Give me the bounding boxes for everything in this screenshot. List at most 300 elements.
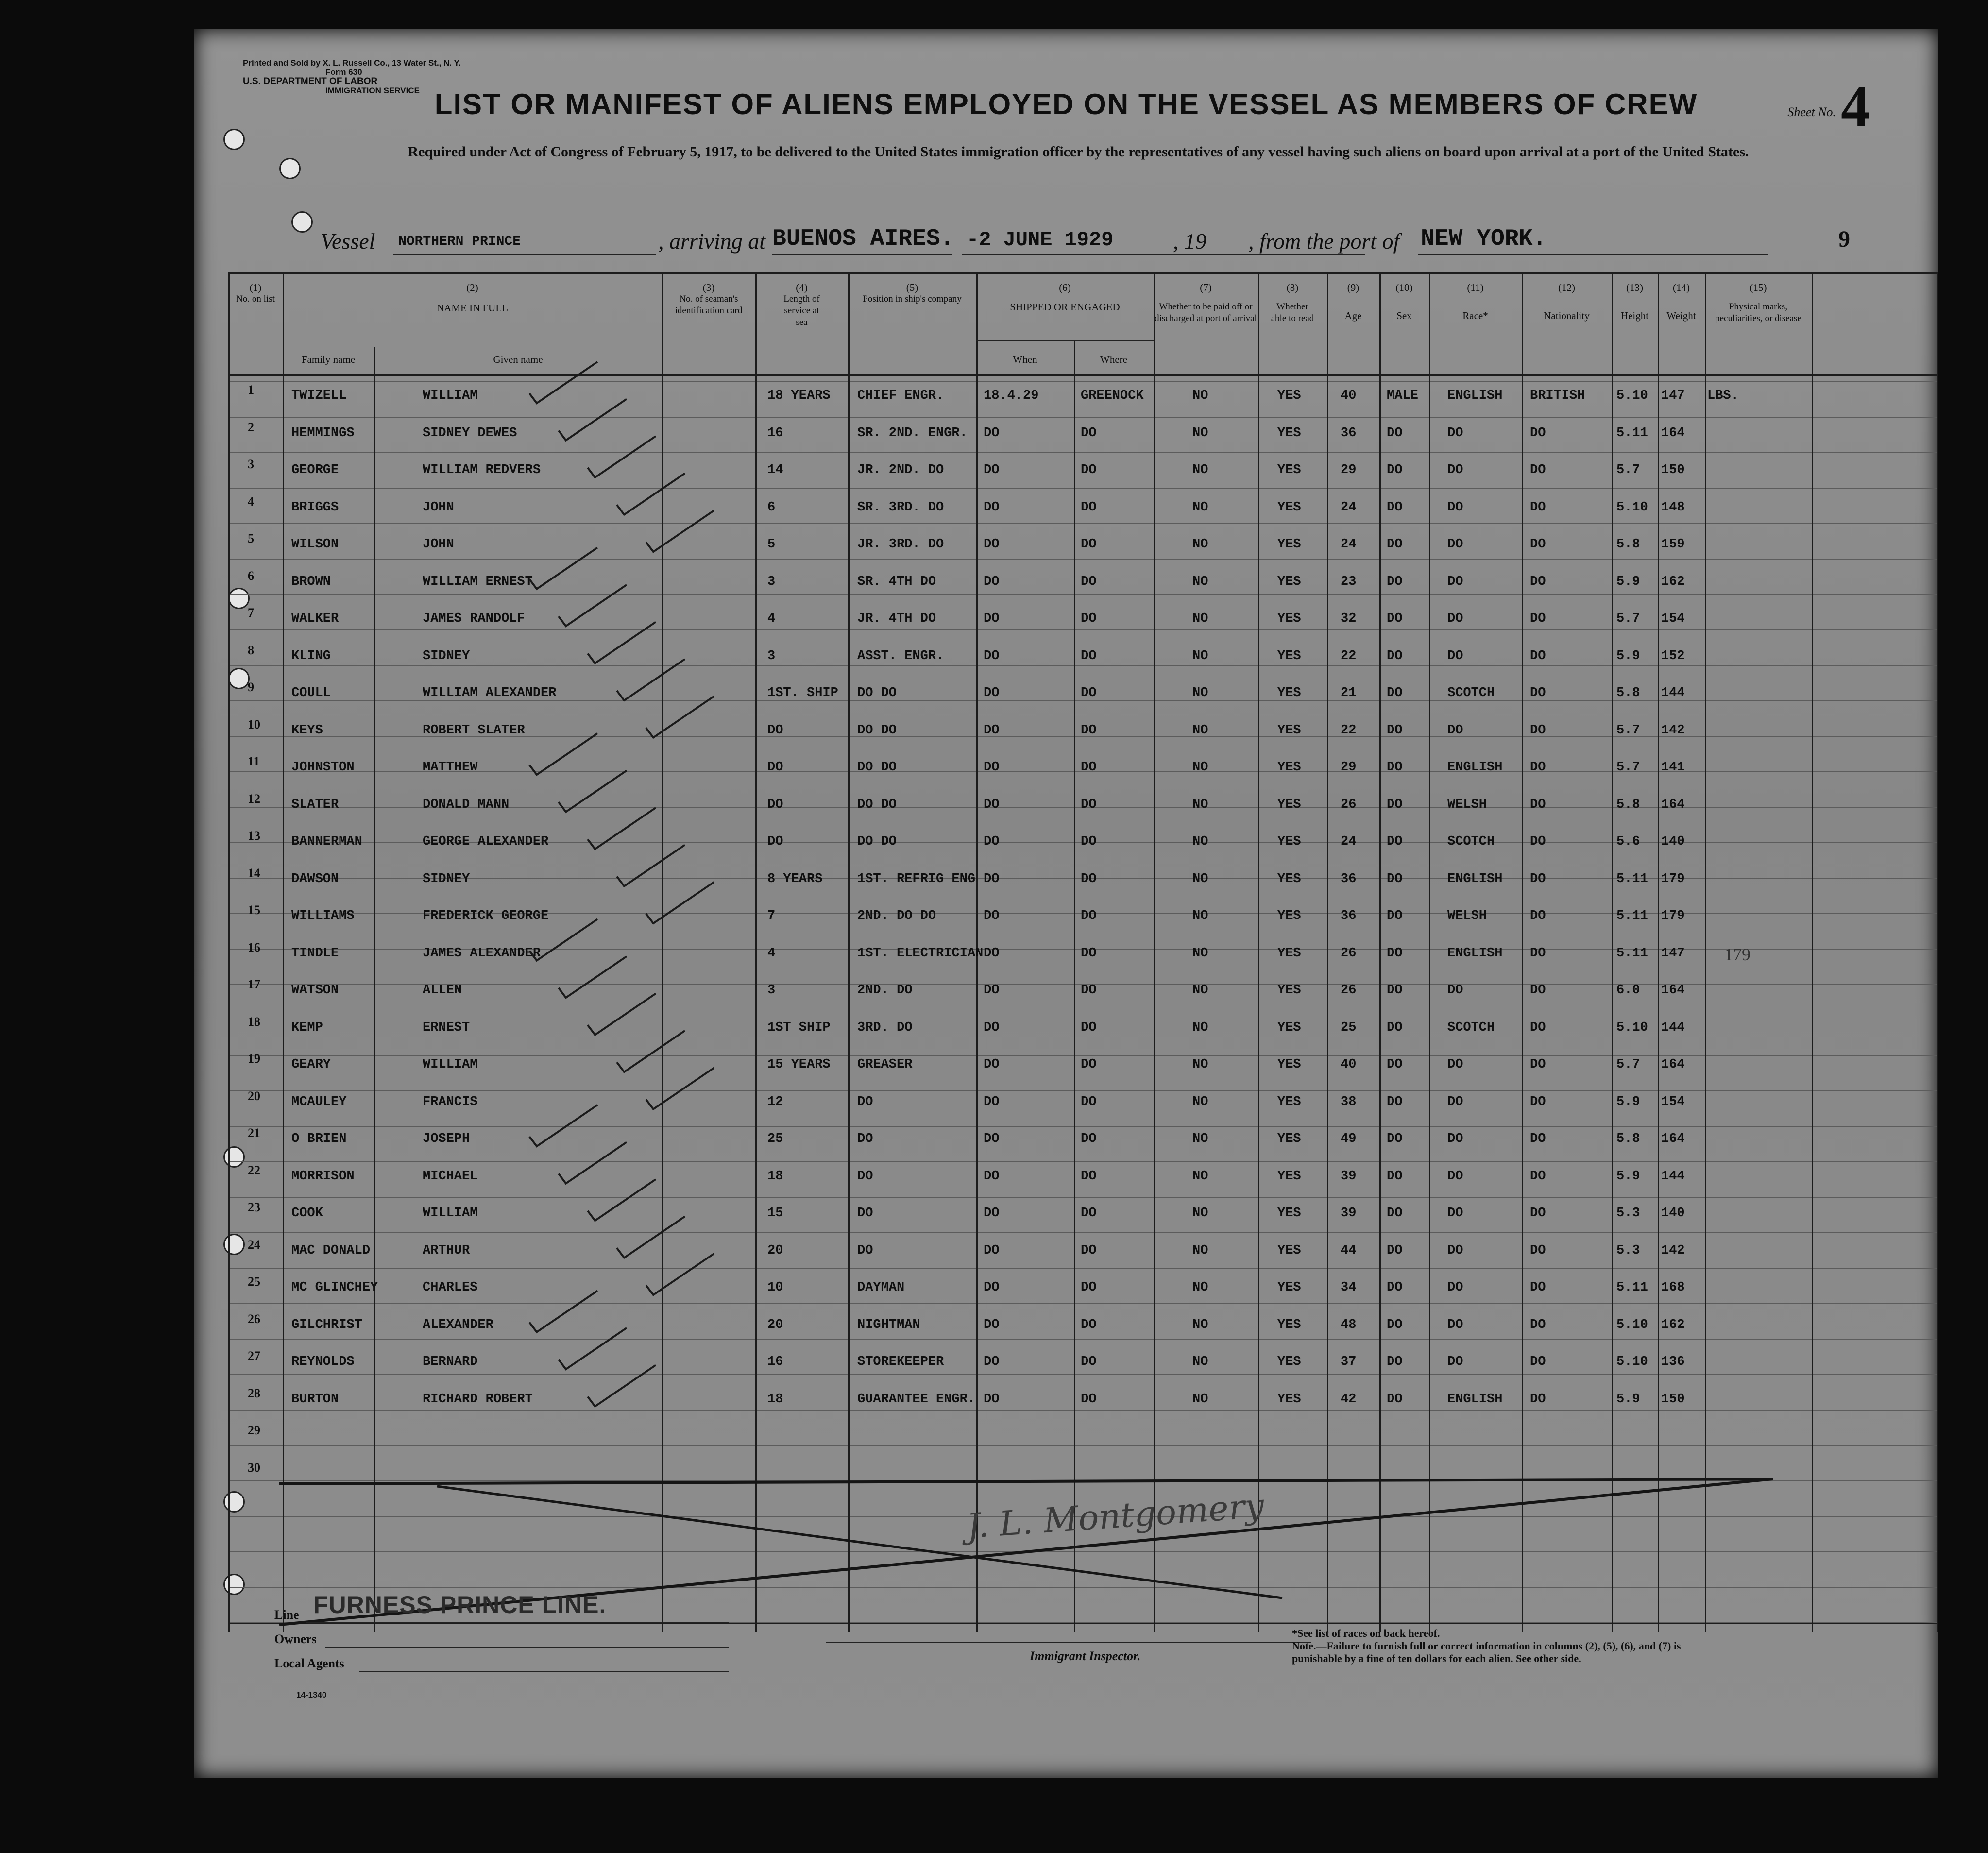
row-number-cell: 3 [248,457,254,471]
col8-header: (8) Whether able to read [1271,282,1314,323]
race-cell: SCOTCH [1447,1020,1495,1035]
check-mark [588,622,656,663]
cancel-line [279,1479,1773,1484]
check-mark [559,771,627,812]
paid-off-cell: NO [1192,760,1208,775]
nationality-cell: DO [1530,1317,1546,1332]
position-cell: JR. 4TH DO [857,612,936,626]
paid-off-cell: NO [1192,797,1208,812]
shipped-where-cell: DO [1081,648,1097,663]
inspector-label: Immigrant Inspector. [1030,1649,1141,1663]
weight-cell: 164 [1661,797,1685,812]
given-name-cell: DONALD MANN [423,797,510,812]
check-mark [559,399,627,441]
given-name-cell: WILLIAM [423,389,478,403]
given-name-cell: ALLEN [423,983,462,998]
row-number-cell: 7 [248,606,254,620]
able-to-read-cell: YES [1277,871,1301,886]
shipped-when-cell: DO [984,537,1000,552]
family-name-cell: MC GLINCHEY [291,1280,378,1295]
printer-line: Printed and Sold by X. L. Russell Co., 13 Water St., N. Y. [243,58,461,68]
paid-off-cell: NO [1192,612,1208,626]
race-cell: WELSH [1447,909,1487,923]
family-name-cell: DAWSON [291,871,339,886]
check-mark [588,1365,656,1407]
given-name-cell: ARTHUR [423,1243,470,1258]
race-cell: SCOTCH [1447,834,1495,849]
col2-header: (2) NAME IN FULL [437,282,508,314]
able-to-read-cell: YES [1277,1020,1301,1035]
service-length-cell: DO [767,723,783,738]
weight-cell: 144 [1661,1169,1685,1184]
position-cell: DO DO [857,834,897,849]
sex-cell: DO [1387,723,1403,738]
able-to-read-cell: YES [1277,1057,1301,1072]
page-mark: 9 [1838,226,1850,252]
able-to-read-cell: YES [1277,909,1301,923]
weight-cell: 141 [1661,760,1685,775]
sheet-number-value: 4 [1841,74,1870,138]
inspector-signature: J. L. Montgomery [965,1485,1266,1547]
given-name-cell: JOSEPH [423,1132,470,1146]
race-cell: DO [1447,463,1463,477]
owners-underline [325,1647,729,1648]
footer-notes [1292,1627,1729,1665]
shipped-where-cell: DO [1081,760,1097,775]
service-length-cell: 20 [767,1317,783,1332]
position-cell: NIGHTMAN [857,1317,920,1332]
row-number-cell: 15 [248,903,260,917]
height-cell: 5.9 [1616,1392,1640,1407]
able-to-read-cell: YES [1277,574,1301,589]
able-to-read-cell: YES [1277,463,1301,477]
given-name-cell: SIDNEY [423,648,470,663]
check-mark [529,548,597,589]
shipped-when-cell: 18.4.29 [984,389,1039,403]
position-cell: 2ND. DO [857,983,913,998]
race-cell: DO [1447,425,1463,441]
position-cell: DO DO [857,760,897,775]
given-name-cell: FREDERICK GEORGE [423,909,549,923]
race-note: *See list of races on back hereof. [1292,1627,1440,1639]
weight-cell: 164 [1661,1132,1685,1146]
family-name-cell: SLATER [291,797,339,812]
able-to-read-cell: YES [1277,425,1301,441]
position-cell: 1ST. ELECTRICIAN [857,946,984,961]
sex-cell: DO [1387,1020,1403,1035]
pencil-weight-note: 179 [1724,945,1750,964]
weight-cell: 144 [1661,1020,1685,1035]
given-name-cell: RICHARD ROBERT [423,1392,533,1407]
shipped-where-cell: DO [1081,686,1097,700]
race-cell: ENGLISH [1447,389,1503,403]
height-cell: 5.9 [1616,1169,1640,1184]
row-number-cell: 12 [248,791,260,806]
row-number-cell: 27 [248,1349,260,1363]
sex-cell: DO [1387,760,1403,775]
paid-off-cell: NO [1192,723,1208,738]
line-stamp: FURNESS PRINCE LINE. [313,1591,607,1618]
position-cell: JR. 3RD. DO [857,537,944,552]
age-cell: 25 [1341,1020,1357,1035]
weight-cell: 147 [1661,946,1685,961]
nationality-cell: DO [1530,1020,1546,1035]
shipped-when-cell: DO [984,1355,1000,1369]
race-cell: DO [1447,500,1463,515]
position-cell: DO [857,1206,873,1221]
given-name-cell: WILLIAM ERNEST [423,574,533,589]
height-cell: 5.8 [1616,797,1640,812]
height-cell: 5.7 [1616,723,1640,738]
agents-label: Local Agents [274,1656,344,1670]
from-underline [1418,254,1768,255]
sex-cell: DO [1387,1132,1403,1146]
nationality-cell: DO [1530,1094,1546,1109]
height-cell: 5.9 [1616,1094,1640,1109]
nationality-cell: DO [1530,1169,1546,1184]
able-to-read-cell: YES [1277,648,1301,663]
row-number-cell: 19 [248,1052,260,1066]
age-cell: 26 [1341,983,1357,998]
given-name-cell: CHARLES [423,1280,478,1295]
weight-cell: 144 [1661,686,1685,700]
position-cell: CHIEF ENGR. [857,389,944,403]
position-cell: 2ND. DO DO [857,909,936,923]
service-length-cell: 1ST. SHIP [767,686,838,700]
nationality-cell: DO [1530,537,1546,552]
family-name-cell: WILSON [291,537,339,552]
check-mark [588,808,656,849]
able-to-read-cell: YES [1277,500,1301,515]
paid-off-cell: NO [1192,1317,1208,1332]
nationality-cell: DO [1530,1243,1546,1258]
family-name-cell: BROWN [291,574,331,589]
shipped-where-cell: DO [1081,1317,1097,1332]
line-underline [306,1622,729,1623]
age-cell: 49 [1341,1132,1357,1146]
height-cell: 5.10 [1616,500,1648,515]
race-cell: DO [1447,537,1463,552]
weight-cell: 179 [1661,871,1685,886]
able-to-read-cell: YES [1277,389,1301,403]
family-name-cell: BANNERMAN [291,834,362,849]
family-name-cell: WALKER [291,612,339,626]
fine-note: Note.—Failure to furnish full or correct information in columns (2), (5), (6), and (7) is punishable by a fine of ten dollars for each alien. See other side. [1292,1640,1681,1665]
punch-hole [291,211,313,233]
sex-cell: DO [1387,612,1403,626]
row-number-cell: 13 [248,829,260,843]
nationality-cell: DO [1530,909,1546,923]
paid-off-cell: NO [1192,1243,1208,1258]
check-mark [646,1068,714,1109]
row-number-cell: 17 [248,977,260,991]
service-length-cell: 15 [767,1206,783,1221]
shipped-when-cell: DO [984,574,1000,589]
weight-cell: 154 [1661,612,1685,626]
from-port: NEW YORK. [1421,226,1547,252]
service-length-cell: 7 [767,909,776,923]
position-cell: DO DO [857,686,897,700]
row-number-cell: 11 [248,754,260,768]
handwritten-marks [228,272,1938,1632]
form-code: 14-1340 [296,1690,327,1700]
paid-off-cell: NO [1192,909,1208,923]
paid-off-cell: NO [1192,574,1208,589]
nationality-cell: DO [1530,797,1546,812]
height-cell: 5.3 [1616,1206,1640,1221]
paid-off-cell: NO [1192,500,1208,515]
sex-cell: DO [1387,909,1403,923]
position-cell: GREASER [857,1057,913,1072]
shipped-when-cell: DO [984,1020,1000,1035]
height-cell: 5.10 [1616,1355,1648,1369]
row-number-cell: 5 [248,531,254,545]
shipped-where-cell: DO [1081,1280,1097,1295]
sex-cell: DO [1387,1392,1403,1407]
vessel-name: NORTHERN PRINCE [398,234,521,249]
paid-off-cell: NO [1192,1094,1208,1109]
race-cell: DO [1447,723,1463,738]
col1-header: (1) No. on list [236,282,275,304]
service-length-cell: 8 YEARS [767,871,823,886]
shipped-where-cell: DO [1081,797,1097,812]
able-to-read-cell: YES [1277,1169,1301,1184]
service-length-cell: 12 [767,1094,783,1109]
form-title: LIST OR MANIFEST OF ALIENS EMPLOYED ON THE VESSEL AS MEMBERS OF CREW [434,88,1698,120]
age-cell: 21 [1341,686,1357,700]
paid-off-cell: NO [1192,389,1208,403]
sex-cell: DO [1387,1094,1403,1109]
row-number-cell: 14 [248,866,260,880]
paid-off-cell: NO [1192,1057,1208,1072]
height-cell: 5.11 [1616,909,1648,923]
race-cell: DO [1447,648,1463,663]
check-mark [529,1291,597,1332]
position-cell: SR. 3RD. DO [857,500,944,515]
row-number-cell: 9 [248,680,254,694]
vessel-label: Vessel [321,229,375,254]
arriving-label: , arriving at [658,229,766,254]
service-length-cell: 4 [767,612,776,626]
family-name-cell: REYNOLDS [291,1355,355,1369]
shipped-when-cell: DO [984,1392,1000,1407]
nationality-cell: DO [1530,612,1546,626]
sex-cell: DO [1387,1317,1403,1332]
shipped-when-cell: DO [984,1169,1000,1184]
row-number-cell: 4 [248,494,254,509]
age-cell: 42 [1341,1392,1357,1407]
nationality-cell: DO [1530,834,1546,849]
age-cell: 32 [1341,612,1357,626]
family-name-cell: GEORGE [291,463,339,477]
race-cell: DO [1447,574,1463,589]
shipped-when-cell: DO [984,425,1000,441]
shipped-where-cell: DO [1081,1169,1097,1184]
check-mark [646,510,714,552]
shipped-when-cell: DO [984,1132,1000,1146]
sex-cell: DO [1387,537,1403,552]
given-name-cell: ROBERT SLATER [423,723,525,738]
check-mark [617,845,685,886]
service-length-cell: 3 [767,648,776,663]
paid-off-cell: NO [1192,1392,1208,1407]
service-length-cell: 16 [767,1355,783,1369]
row-number-cell: 21 [248,1126,260,1140]
race-cell: ENGLISH [1447,760,1503,775]
punch-hole [223,129,245,150]
able-to-read-cell: YES [1277,797,1301,812]
row-number-cell: 22 [248,1163,260,1177]
given-name-cell: JAMES RANDOLF [423,612,525,626]
shipped-when-cell: DO [984,612,1000,626]
col13-header: (13) Height [1620,282,1649,322]
sheet-number-label: Sheet No. [1787,105,1836,119]
age-cell: 34 [1341,1280,1357,1295]
shipped-when-cell: DO [984,797,1000,812]
sex-cell: DO [1387,1169,1403,1184]
col11-header: (11) Race* [1462,282,1488,322]
row-number-cell: 20 [248,1088,260,1103]
age-cell: 48 [1341,1317,1357,1332]
height-cell: 5.7 [1616,1057,1640,1072]
family-name-cell: WILLIAMS [291,909,355,923]
race-cell: DO [1447,612,1463,626]
race-cell: ENGLISH [1447,1392,1503,1407]
family-name-cell: KLING [291,648,331,663]
age-cell: 29 [1341,760,1357,775]
shipped-where-cell: DO [1081,1057,1097,1072]
age-cell: 37 [1341,1355,1357,1369]
service-length-cell: 6 [767,500,776,515]
row-number-cell: 23 [248,1200,260,1214]
shipped-where-cell: DO [1081,425,1097,441]
check-marks [529,362,714,1407]
sex-cell: DO [1387,871,1403,886]
col10-header: (10) Sex [1395,282,1413,322]
agents-underline [359,1671,729,1672]
sex-cell: DO [1387,574,1403,589]
age-cell: 36 [1341,425,1357,441]
paid-off-cell: NO [1192,871,1208,886]
age-cell: 24 [1341,834,1357,849]
punch-hole [279,158,301,179]
shipped-where-cell: DO [1081,946,1097,961]
nationality-cell: DO [1530,1392,1546,1407]
sex-cell: DO [1387,1057,1403,1072]
paid-off-cell: NO [1192,946,1208,961]
paid-off-cell: NO [1192,425,1208,441]
age-cell: 36 [1341,909,1357,923]
sex-cell: MALE [1387,389,1418,403]
from-label: , from the port of [1248,229,1400,254]
weight-cell: 136 [1661,1355,1685,1369]
age-cell: 44 [1341,1243,1357,1258]
race-cell: ENGLISH [1447,871,1503,886]
shipped-where-cell: DO [1081,871,1097,886]
weight-cell: 164 [1661,1057,1685,1072]
given-name-cell: BERNARD [423,1355,478,1369]
check-mark [559,1142,627,1184]
weight-cell: 142 [1661,723,1685,738]
shipped-where-cell: DO [1081,1392,1097,1407]
service: IMMIGRATION SERVICE [325,86,420,95]
height-cell: 6.0 [1616,983,1640,998]
age-cell: 26 [1341,946,1357,961]
sex-cell: DO [1387,648,1403,663]
race-cell: DO [1447,1243,1463,1258]
position-cell: DO [857,1169,873,1184]
family-name-cell: GILCHRIST [291,1317,362,1332]
shipped-when-cell: DO [984,648,1000,663]
weight-cell: 164 [1661,425,1685,441]
able-to-read-cell: YES [1277,946,1301,961]
height-cell: 5.10 [1616,1020,1648,1035]
col6-header: (6) SHIPPED OR ENGAGED [1010,282,1120,313]
paid-off-cell: NO [1192,834,1208,849]
row-number-cell: 29 [248,1423,260,1437]
race-cell: DO [1447,1280,1463,1295]
row-number-cell: 1 [248,383,254,397]
nationality-cell: DO [1530,686,1546,700]
paid-off-cell: NO [1192,537,1208,552]
check-mark [617,1031,685,1072]
arriving-port: BUENOS AIRES. [772,226,954,252]
shipped-where-cell: DO [1081,1243,1097,1258]
able-to-read-cell: YES [1277,1132,1301,1146]
weight-cell: 164 [1661,983,1685,998]
col7-header: (7) Whether to be paid off or discharged at port of arrival [1155,282,1257,323]
shipped-when-cell: DO [984,1317,1000,1332]
position-cell: DO [857,1132,873,1146]
col12-header: (12) Nationality [1544,282,1590,322]
check-mark [646,1254,714,1295]
given-name-cell: ALEXANDER [423,1317,493,1332]
row-number-cell: 24 [248,1237,260,1252]
weight-cell: 162 [1661,574,1685,589]
family-name-cell: O BRIEN [291,1132,347,1146]
given-name-cell: SIDNEY [423,871,470,886]
able-to-read-cell: YES [1277,1094,1301,1109]
weight-cell: 148 [1661,500,1685,515]
sex-cell: DO [1387,946,1403,961]
shipped-when-cell: DO [984,1280,1000,1295]
row-number-cell: 6 [248,568,254,583]
arrival-date: -2 JUNE 1929 [967,228,1114,252]
form-subtitle: Required under Act of Congress of February 5, 1917, to be delivered to the United States immigration officer by the representatives of any vessel having such aliens on board upon arrival at a port of the United States. [408,144,1749,160]
line-label: Line [274,1608,299,1622]
age-cell: 38 [1341,1094,1357,1109]
age-cell: 39 [1341,1206,1357,1221]
where-header: Where [1100,354,1127,365]
sex-cell: DO [1387,1243,1403,1258]
able-to-read-cell: YES [1277,1280,1301,1295]
col14-header: (14) Weight [1666,282,1696,322]
age-cell: 22 [1341,648,1357,663]
family-name-cell: GEARY [291,1057,331,1072]
height-cell: 5.10 [1616,389,1648,403]
check-mark [529,362,597,403]
shipped-when-cell: DO [984,1206,1000,1221]
age-cell: 29 [1341,463,1357,477]
family-name-cell: BRIGGS [291,500,339,515]
row-number-cell: 30 [248,1460,260,1475]
able-to-read-cell: YES [1277,1206,1301,1221]
position-cell: DAYMAN [857,1280,905,1295]
service-length-cell: 4 [767,946,776,961]
able-to-read-cell: YES [1277,686,1301,700]
check-mark [646,882,714,923]
weight-cell: 147 [1661,389,1685,403]
